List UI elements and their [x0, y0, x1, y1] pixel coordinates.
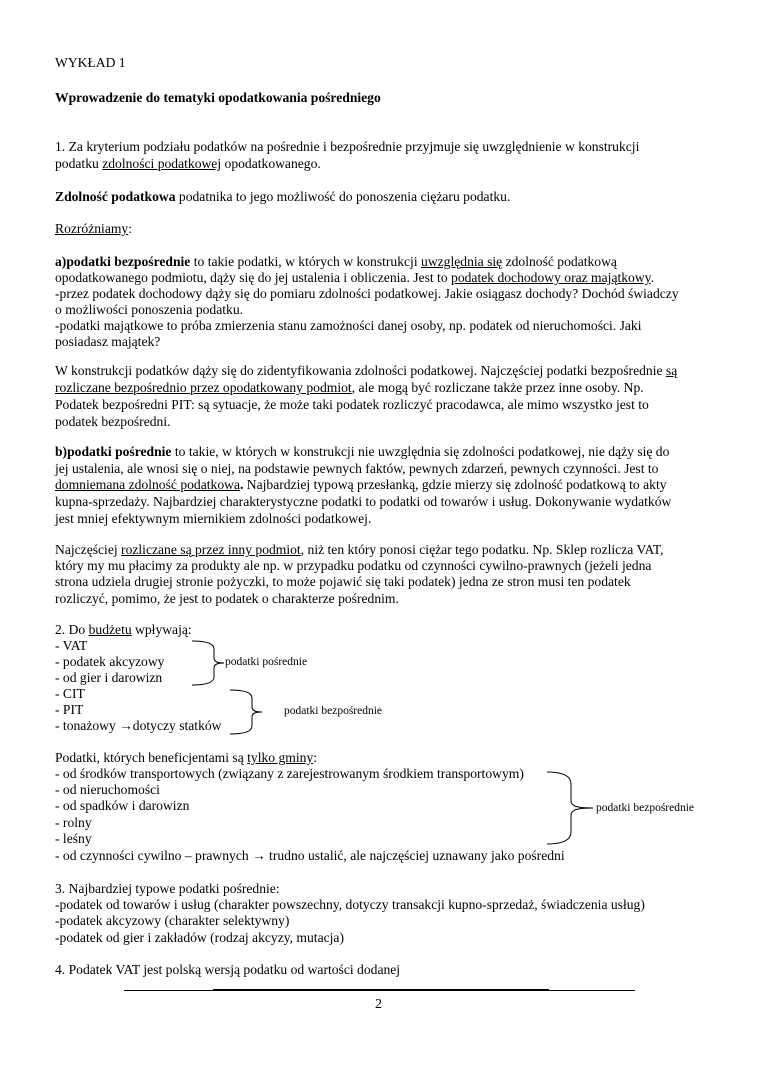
- b-line2: jej ustalenia, ale wnosi się o niej, na podstawie pewnych faktów, pewnych zdarzeń, pewnych czynności. Jest to: [55, 461, 659, 476]
- s1-line2: podatku zdolności podatkowej opodatkowanego.: [55, 156, 321, 171]
- w-line4: podatek bezpośredni.: [55, 414, 171, 429]
- a-line5: -podatki majątkowe to próba zmierzenia stanu zamożności danej osoby, np. podatek od nieruchomości. Jaki: [55, 318, 642, 333]
- right-arrow-icon: →: [119, 718, 133, 733]
- a-line2: opodatkowanego podmiotu, dąży się do jej ustalenia i obliczenia. Jest to podatek dochodowy oraz majątkowy.: [55, 270, 654, 285]
- s4-line: 4. Podatek VAT jest polską wersją podatku od wartości dodanej: [55, 962, 401, 977]
- gminy-item: - leśny: [55, 831, 92, 846]
- a-line4: o możliwości ponoszenia podatku.: [55, 302, 244, 317]
- label-indirect-taxes: podatki pośrednie: [225, 656, 308, 668]
- page-number: 2: [375, 997, 382, 1012]
- footer-rule-center: [213, 989, 549, 991]
- s2-heading: 2. Do budżetu wpływają:: [55, 622, 192, 637]
- s3-item: -podatek od gier i zakładów (rodzaj akcyzy, mutacja): [55, 930, 344, 945]
- w-line1: W konstrukcji podatków dąży się do zidentyfikowania zdolności podatkowej. Najczęściej podatki bezpośrednie są: [55, 363, 678, 378]
- a-line1: a)podatki bezpośrednie to takie podatki, w których w konstrukcji uwzględnia się zdolność podatkową: [55, 254, 617, 269]
- s3-item: -podatek akcyzowy (charakter selektywny): [55, 913, 290, 928]
- gminy-item: - od nieruchomości: [55, 782, 160, 797]
- gminy-item: - od środków transportowych (związany z zarejestrowanym środkiem transportowym): [55, 766, 524, 781]
- right-arrow-icon: →: [252, 848, 266, 863]
- brace-direct: [228, 688, 264, 736]
- b-line1: b)podatki pośrednie to takie, w których w konstrukcji nie uwzględnia się zdolności podatkowej, nie dąży się do: [55, 444, 670, 459]
- s1-line1: 1. Za kryterium podziału podatków na pośrednie i bezpośrednie przyjmuje się uwzględnienie w konstrukcji: [55, 139, 640, 154]
- s2-item: - CIT: [55, 686, 85, 701]
- gminy-item-last: - od czynności cywilno – prawnych → trudno ustalić, ale najczęściej uznawany jako pośredni: [55, 848, 565, 863]
- n-line3: strona udziela drugiej stronie pożyczki, to może pojawić się taki podatek) jedna ze stron musi ten podatek: [55, 574, 631, 589]
- n-line4: rozliczyć, pomimo, że jest to podatek o charakterze pośrednim.: [55, 591, 399, 606]
- s2-item: - VAT: [55, 638, 88, 653]
- definition: Zdolność podatkowa podatnika to jego możliwość do ponoszenia ciężaru podatku.: [55, 189, 511, 204]
- s2-item: - PIT: [55, 702, 84, 717]
- s3-item: -podatek od towarów i usług (charakter powszechny, dotyczy transakcji kupno-sprzedaż, świadczenia usług): [55, 897, 645, 912]
- s2-item: - podatek akcyzowy: [55, 654, 165, 669]
- a-line6: posiadasz majątek?: [55, 334, 161, 349]
- label-gminy-direct: podatki bezpośrednie: [596, 802, 695, 814]
- gminy-item: - od spadków i darowizn: [55, 798, 190, 813]
- b-line3: domniemana zdolność podatkowa. Najbardziej typową przesłanką, gdzie mierzy się zdolność podatkową to akty: [55, 477, 667, 492]
- brace-indirect: [190, 639, 226, 687]
- s2-item: - od gier i darowizn: [55, 670, 163, 685]
- n-line2: który my mu płacimy za produkty ale np. w przypadku podatku od czynności cywilno-prawnych (jeżeli jedna: [55, 558, 652, 573]
- gminy-heading: Podatki, których beneficjentami są tylko gminy:: [55, 750, 318, 765]
- w-line3: Podatek bezpośredni PIT: są sytuacje, że może taki podatek rozliczyć pracodawca, ale mimo wszystko jest to: [55, 397, 649, 412]
- distinction-heading: Rozróżniamy:: [55, 221, 133, 236]
- gminy-item: - rolny: [55, 815, 92, 830]
- s2-item-tonaz: - tonażowy →dotyczy statków: [55, 718, 222, 733]
- n-line1: Najczęściej rozliczane są przez inny podmiot, niż ten który ponosi ciężar tego podatku. Np. Sklep rozlicza VAT,: [55, 542, 664, 557]
- brace-gminy: [545, 770, 595, 846]
- label-direct-taxes: podatki bezpośrednie: [284, 705, 383, 717]
- lecture-label: WYKŁAD 1: [55, 55, 126, 70]
- page-title: Wprowadzenie do tematyki opodatkowania pośredniego: [55, 90, 381, 105]
- s3-heading: 3. Najbardziej typowe podatki pośrednie:: [55, 881, 280, 896]
- b-line4: kupna-sprzedaży. Najbardziej charakterystyczne podatki to podatki od towarów i usług. Dokonywanie wydatków: [55, 494, 672, 509]
- w-line2: rozliczane bezpośrednio przez opodatkowany podmiot, ale mogą być rozliczane także przez inne osoby. Np.: [55, 380, 644, 395]
- b-line5: jest mniej efektywnym miernikiem zdolności podatkowej.: [55, 511, 372, 526]
- a-line3: -przez podatek dochodowy dąży się do pomiaru zdolności podatkowej. Jakie osiągasz dochody? Dochód świadczy: [55, 286, 679, 301]
